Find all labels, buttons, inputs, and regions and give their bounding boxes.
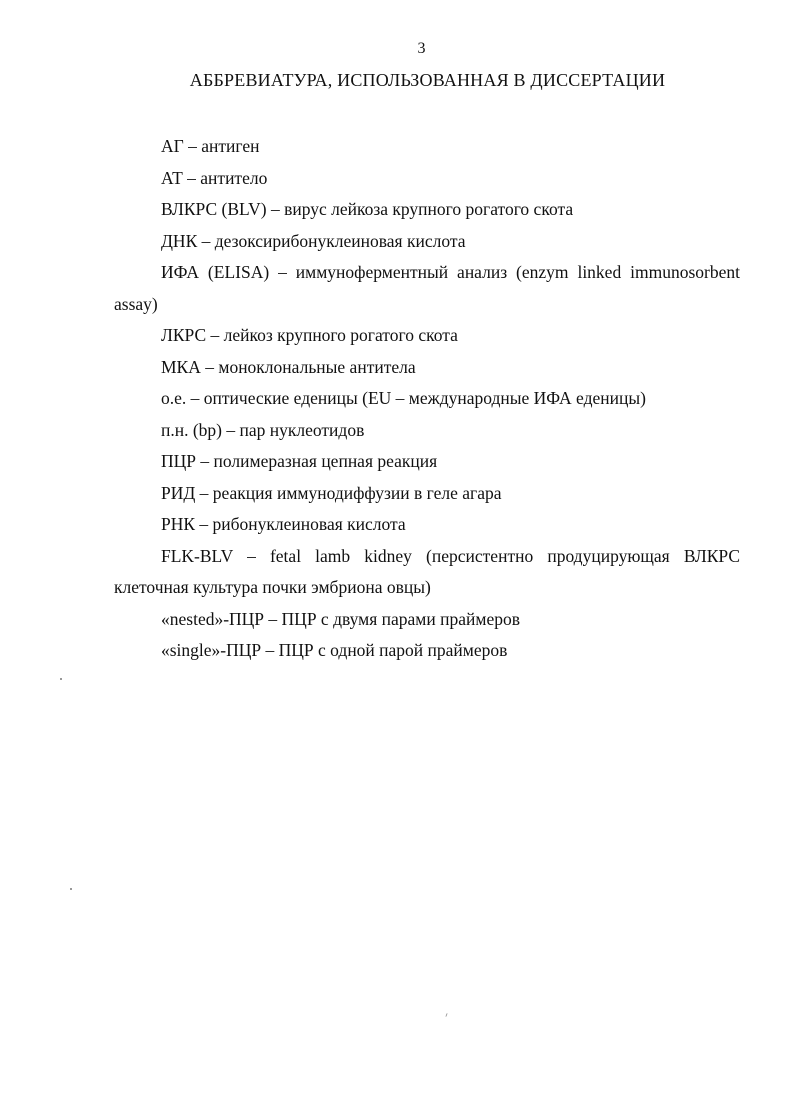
abbreviation-entry: ВЛКРС (BLV) – вирус лейкоза крупного рогатого скота <box>161 199 574 219</box>
page-title: АББРЕВИАТУРА, ИСПОЛЬЗОВАННАЯ В ДИССЕРТАЦИИ <box>189 70 666 90</box>
abbreviation-entry: ДНК – дезоксирибонуклеиновая кислота <box>161 230 466 251</box>
abbreviation-entry: п.н. (bp) – пар нуклеотидов <box>161 419 365 440</box>
abbreviation-entry: «single»-ПЦР – ПЦР с одной парой праймеров <box>161 640 508 660</box>
scan-speck <box>445 1013 447 1017</box>
page-number: 3 <box>417 40 426 57</box>
abbreviation-entry: ИФА (ELISA) – иммуноферментный анализ (enzym linked immunosorbent assay) <box>114 262 740 314</box>
abbreviation-entry: МКА – моноклональные антитела <box>161 356 416 377</box>
abbreviation-entry: FLK-BLV – fetal lamb kidney (персистентно продуцирующая ВЛКРС клеточная культура почки эмбриона овцы) <box>114 545 740 597</box>
scan-speck <box>70 888 72 890</box>
abbreviation-entry: РИД – реакция иммунодиффузии в геле агара <box>161 482 502 503</box>
abbreviation-entry: «nested»-ПЦР – ПЦР с двумя парами праймеров <box>161 608 520 629</box>
abbreviation-list <box>114 131 740 667</box>
abbreviation-entry: ПЦР – полимеразная цепная реакция <box>161 451 438 471</box>
abbreviation-entry: АГ – антиген <box>161 136 260 156</box>
abbreviation-entry: ЛКРС – лейкоз крупного рогатого скота <box>161 325 458 345</box>
abbreviation-entry: о.е. – оптические еденицы (EU – международные ИФА еденицы) <box>161 388 646 408</box>
scan-speck <box>60 678 62 680</box>
abbreviation-entry: АТ – антитело <box>161 167 268 188</box>
abbreviation-entry: РНК – рибонуклеиновая кислота <box>161 514 406 534</box>
